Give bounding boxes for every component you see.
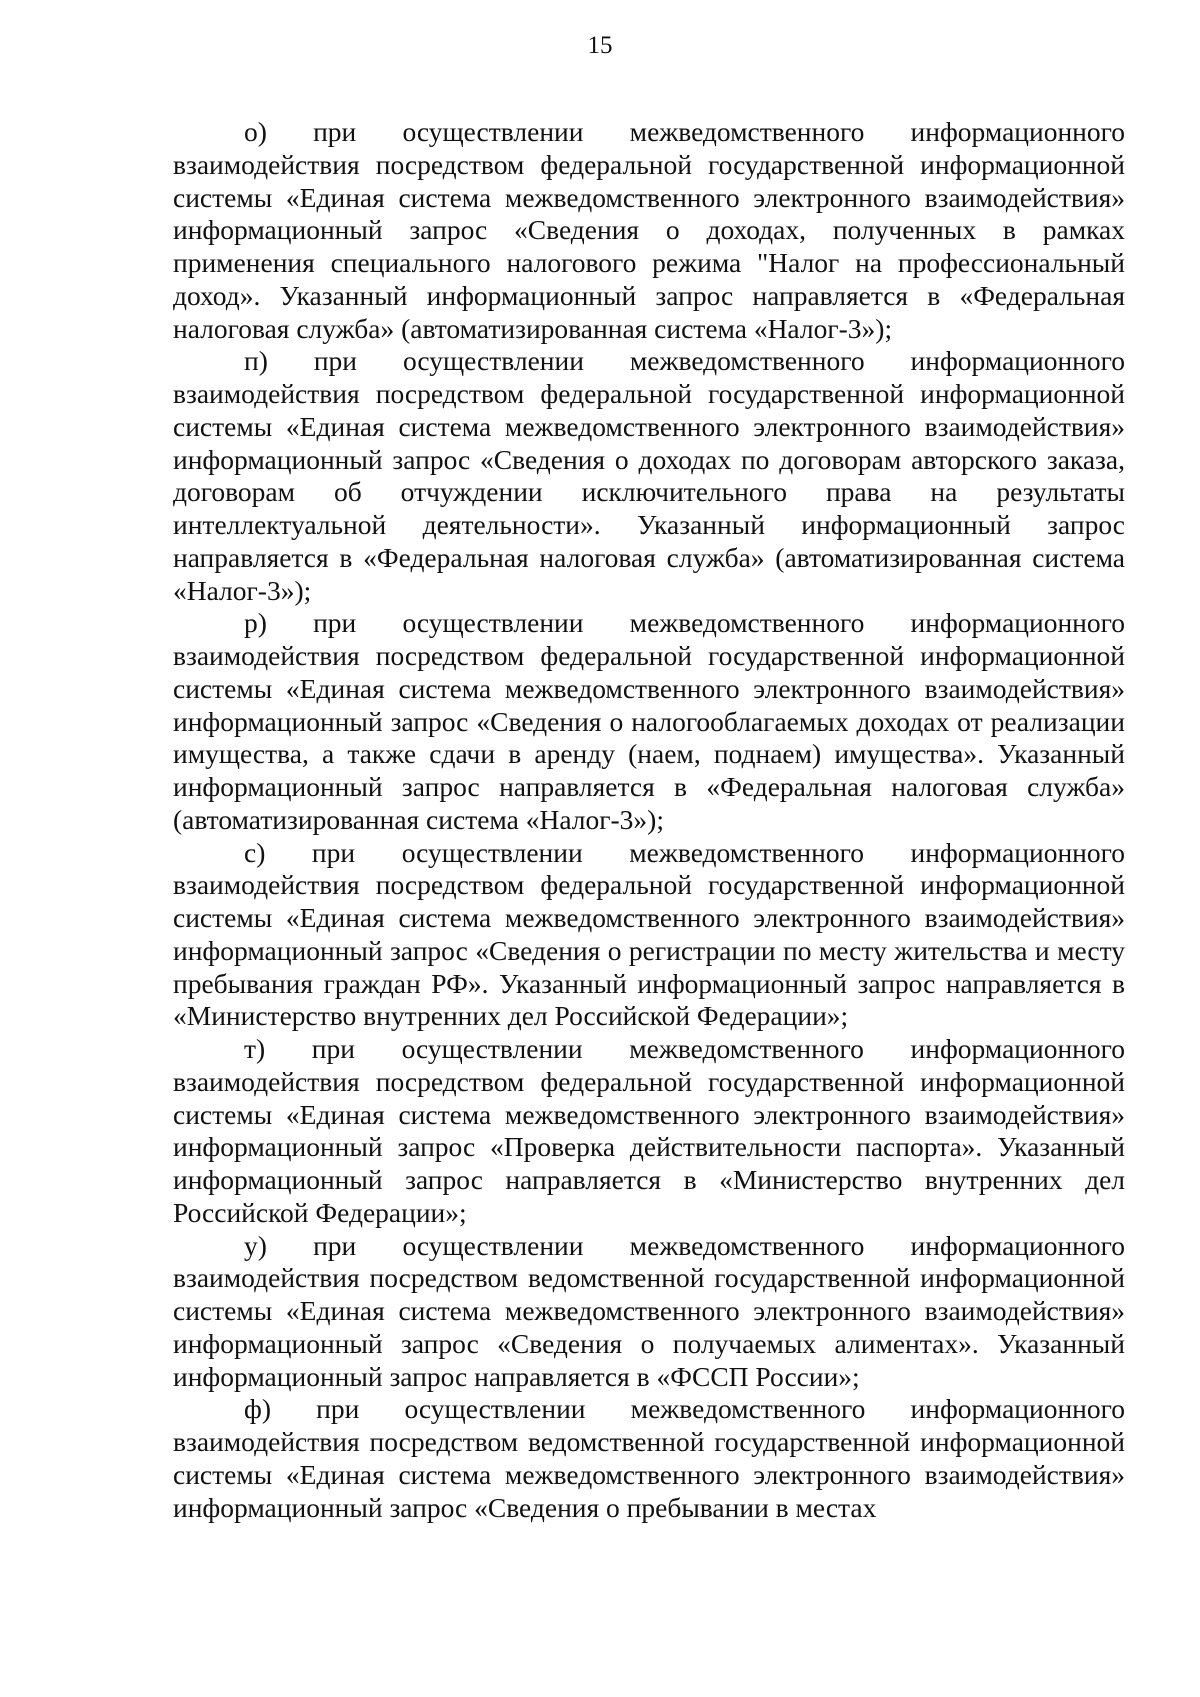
document-body	[173, 116, 1125, 1524]
paragraph-r: р) при осуществлении межведомственного информационного взаимодействия посредством федеральной государственной информационной системы «Единая система межведомственного электронного взаимодействия» информационный запрос «Сведения о налогооблагаемых доходах от реализации имущества, а также сдачи в аренду (наем, поднаем) имущества». Указанный информационный запрос направляется в «Федеральная налоговая служба» (автоматизированная система «Налог-3»);	[173, 607, 1125, 835]
page-number: 15	[587, 32, 613, 59]
paragraph-u: у) при осуществлении межведомственного информационного взаимодействия посредством ведомственной государственной информационной системы «Единая система межведомственного электронного взаимодействия» информационный запрос «Сведения о получаемых алиментах». Указанный информационный запрос направляется в «ФССП России»;	[173, 1229, 1125, 1392]
paragraph-o: о) при осуществлении межведомственного информационного взаимодействия посредством федеральной государственной информационной системы «Единая система межведомственного электронного взаимодействия» информационный запрос «Сведения о доходах, полученных в рамках применения специального налогового режима "Налог на профессиональный доход». Указанный информационный запрос направляется в «Федеральная налоговая служба» (автоматизированная система «Налог-3»);	[173, 116, 1125, 344]
paragraph-f: ф) при осуществлении межведомственного информационного взаимодействия посредством ведомственной государственной информационной системы «Единая система межведомственного электронного взаимодействия» информационный запрос «Сведения о пребывании в местах	[173, 1393, 1125, 1523]
paragraph-t: т) при осуществлении межведомственного информационного взаимодействия посредством федеральной государственной информационной системы «Единая система межведомственного электронного взаимодействия» информационный запрос «Проверка действительности паспорта». Указанный информационный запрос направляется в «Министерство внутренних дел Российской Федерации»;	[173, 1033, 1125, 1228]
paragraph-p: п) при осуществлении межведомственного информационного взаимодействия посредством федеральной государственной информационной системы «Единая система межведомственного электронного взаимодействия» информационный запрос «Сведения о доходах по договорам авторского заказа, договорам об отчуждении исключительного права на результаты интеллектуальной деятельности». Указанный информационный запрос направляется в «Федеральная налоговая служба» (автоматизированная система «Налог-3»);	[173, 345, 1125, 606]
paragraph-s: с) при осуществлении межведомственного информационного взаимодействия посредством федеральной государственной информационной системы «Единая система межведомственного электронного взаимодействия» информационный запрос «Сведения о регистрации по месту жительства и месту пребывания граждан РФ». Указанный информационный запрос направляется в «Министерство внутренних дел Российской Федерации»;	[173, 836, 1125, 1032]
